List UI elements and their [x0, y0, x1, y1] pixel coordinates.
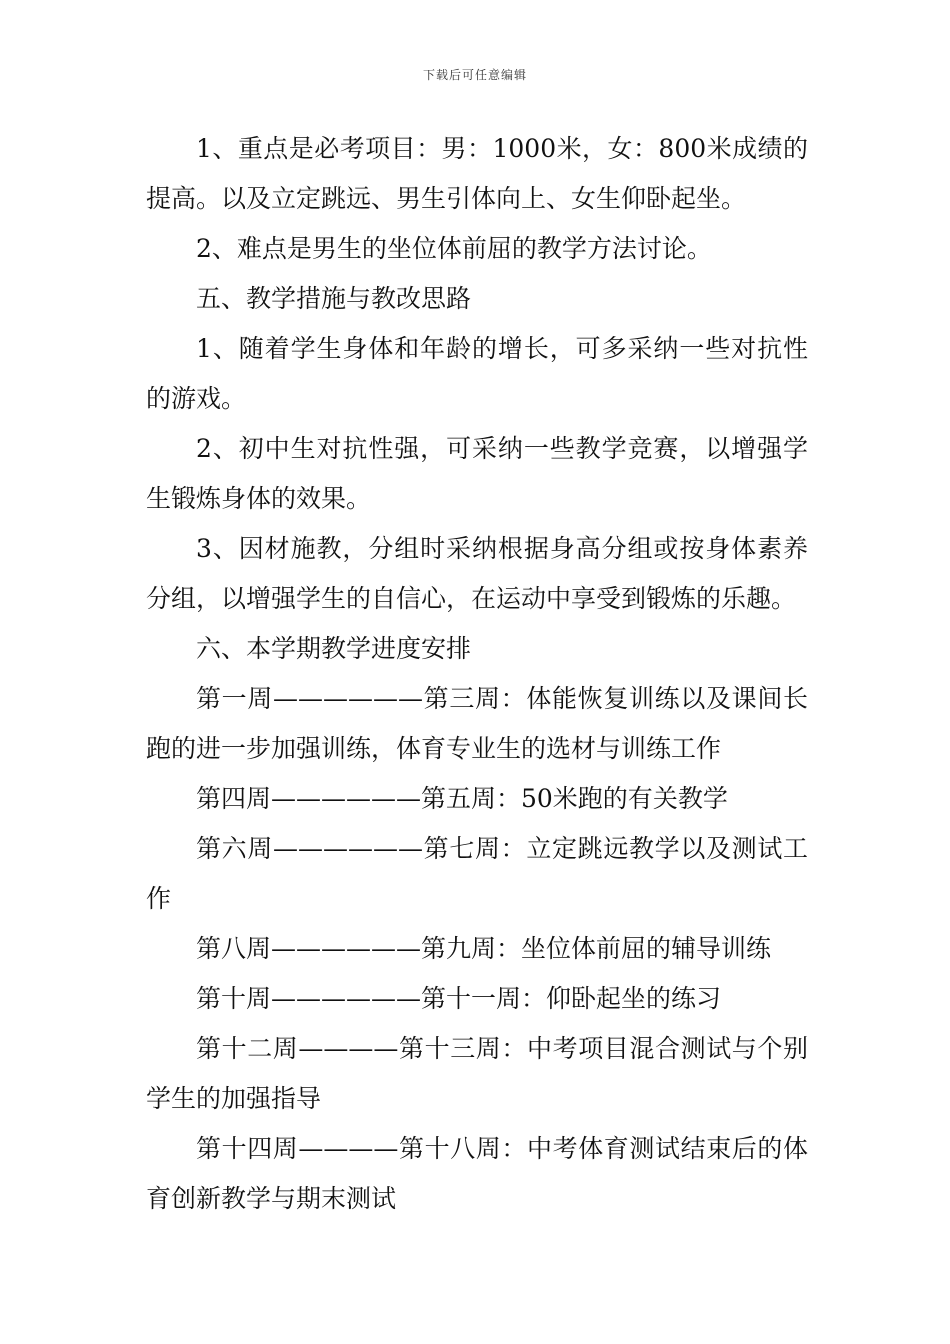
- paragraph-measure-3: 3、因材施教，分组时采纳根据身高分组或按身体素养分组，以增强学生的自信心，在运动中享受到锻炼的乐趣。: [146, 534, 808, 613]
- schedule-item-week-12-13: 第十二周————第十三周：中考项目混合测试与个别学生的加强指导: [146, 1034, 808, 1113]
- schedule-item-week-1-3: 第一周——————第三周：体能恢复训练以及课间长跑的进一步加强训练，体育专业生的选材与训练工作: [146, 684, 808, 763]
- document-body: [146, 124, 808, 1224]
- schedule-item-week-4-5: 第四周——————第五周：50米跑的有关教学: [196, 784, 728, 813]
- paragraph-measure-2: 2、初中生对抗性强，可采纳一些教学竞赛，以增强学生锻炼身体的效果。: [146, 434, 808, 513]
- schedule-item-week-8-9: 第八周——————第九周：坐位体前屈的辅导训练: [196, 934, 772, 963]
- paragraph-difficulty: 2、难点是男生的坐位体前屈的教学方法讨论。: [196, 234, 712, 263]
- section-heading-schedule: 六、本学期教学进度安排: [196, 634, 472, 663]
- schedule-item-week-10-11: 第十周——————第十一周：仰卧起坐的练习: [196, 984, 722, 1013]
- schedule-item-week-14-18: 第十四周————第十八周：中考体育测试结束后的体育创新教学与期末测试: [146, 1134, 808, 1213]
- paragraph-measure-1: 1、随着学生身体和年龄的增长，可多采纳一些对抗性的游戏。: [146, 334, 808, 413]
- paragraph-key-points: 1、重点是必考项目：男：1000米，女：800米成绩的提高。以及立定跳远、男生引体向上、女生仰卧起坐。: [146, 134, 808, 213]
- section-heading-teaching-measures: 五、教学措施与教改思路: [196, 284, 472, 313]
- page-header: 下载后可任意编辑: [422, 68, 527, 82]
- schedule-item-week-6-7: 第六周——————第七周：立定跳远教学以及测试工作: [146, 834, 808, 913]
